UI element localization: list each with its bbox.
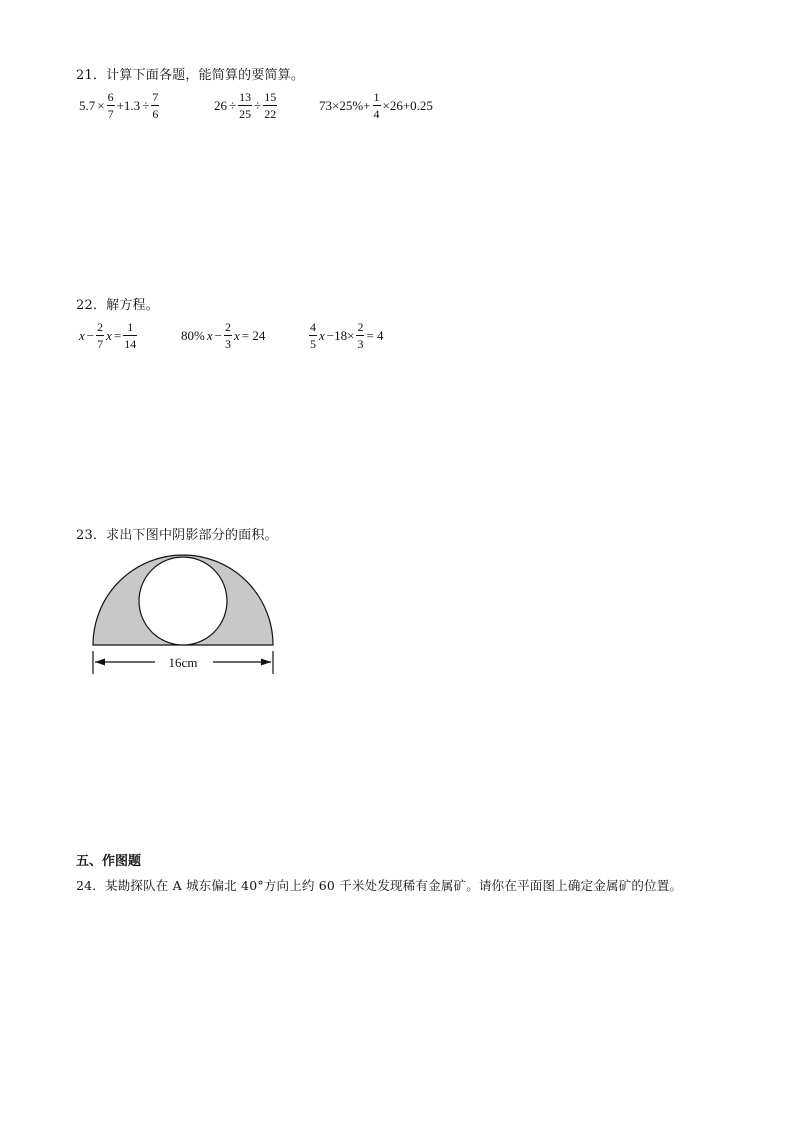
fraction bbox=[96, 321, 104, 350]
numerator: 4 bbox=[310, 320, 316, 334]
variable-x: x bbox=[319, 327, 325, 343]
expr-term: ×26+0.25 bbox=[382, 97, 433, 113]
expr-term: = 4 bbox=[366, 327, 384, 343]
numerator: 1 bbox=[373, 90, 380, 104]
expr-term: −18× bbox=[326, 327, 355, 343]
inner-circle bbox=[139, 557, 227, 645]
expr-operator: × bbox=[97, 97, 105, 113]
expr-operator: ÷ bbox=[142, 97, 150, 113]
section-5-title: 五、作图题 bbox=[76, 854, 142, 869]
expr-term: 80% bbox=[181, 327, 205, 343]
q21-expression-3 bbox=[318, 91, 434, 120]
q22-equation-1 bbox=[78, 321, 138, 350]
variable-x: x bbox=[79, 327, 85, 343]
q22-equation-2 bbox=[180, 321, 266, 350]
q21-expression-2 bbox=[213, 91, 278, 120]
expr-term: +1.3 bbox=[116, 97, 141, 113]
denominator: 6 bbox=[152, 107, 159, 121]
denominator: 4 bbox=[373, 107, 380, 121]
q21-title: 21．计算下面各题，能简算的要简算。 bbox=[76, 68, 305, 83]
denominator: 7 bbox=[107, 107, 114, 121]
denominator: 5 bbox=[310, 337, 316, 351]
arrowhead-left bbox=[95, 659, 105, 666]
numerator: 7 bbox=[152, 90, 159, 104]
denominator: 22 bbox=[264, 107, 277, 121]
fraction bbox=[224, 321, 232, 350]
denominator: 3 bbox=[224, 337, 231, 351]
expr-operator: = bbox=[113, 327, 122, 343]
q24-title: 24．某勘探队在 A 城东偏北 40°方向上约 60 千米处发现稀有金属矿。请你在平面图上确定金属矿的位置。 bbox=[76, 878, 683, 893]
fraction bbox=[107, 91, 115, 120]
fraction bbox=[309, 321, 317, 350]
numerator: 2 bbox=[224, 320, 231, 334]
denominator: 7 bbox=[97, 337, 104, 351]
q22-equation-3 bbox=[308, 321, 385, 350]
fraction bbox=[356, 321, 364, 350]
expr-term: 73×25%+ bbox=[319, 97, 371, 113]
fraction bbox=[151, 91, 159, 120]
semicircle-figure bbox=[85, 550, 285, 680]
denominator: 25 bbox=[239, 107, 252, 121]
expr-operator: − bbox=[214, 327, 222, 343]
variable-x: x bbox=[206, 327, 213, 343]
dimension-label: 16cm bbox=[168, 655, 198, 670]
expr-term: = 24 bbox=[241, 327, 266, 343]
fraction bbox=[263, 91, 277, 120]
numerator: 15 bbox=[264, 90, 277, 104]
numerator: 1 bbox=[127, 320, 134, 334]
numerator: 2 bbox=[97, 320, 104, 334]
expr-operator: ÷ bbox=[229, 97, 237, 113]
expr-term: 26 bbox=[214, 97, 227, 113]
variable-x: x bbox=[233, 327, 240, 343]
fraction bbox=[238, 91, 252, 120]
numerator: 13 bbox=[239, 90, 252, 104]
expr-term: 5.7 bbox=[79, 97, 96, 113]
denominator: 3 bbox=[357, 337, 364, 351]
q21-expression-1 bbox=[78, 91, 160, 120]
q23-title: 23．求出下图中阴影部分的面积。 bbox=[76, 528, 278, 543]
q22-title: 22．解方程。 bbox=[76, 298, 159, 313]
fraction bbox=[123, 321, 137, 350]
numerator: 2 bbox=[357, 320, 364, 334]
fraction bbox=[373, 91, 381, 120]
denominator: 14 bbox=[124, 337, 137, 351]
numerator: 6 bbox=[107, 90, 114, 104]
variable-x: x bbox=[106, 327, 112, 343]
expr-operator: − bbox=[86, 327, 95, 343]
arrowhead-right bbox=[261, 659, 271, 666]
expr-operator: ÷ bbox=[254, 97, 262, 113]
